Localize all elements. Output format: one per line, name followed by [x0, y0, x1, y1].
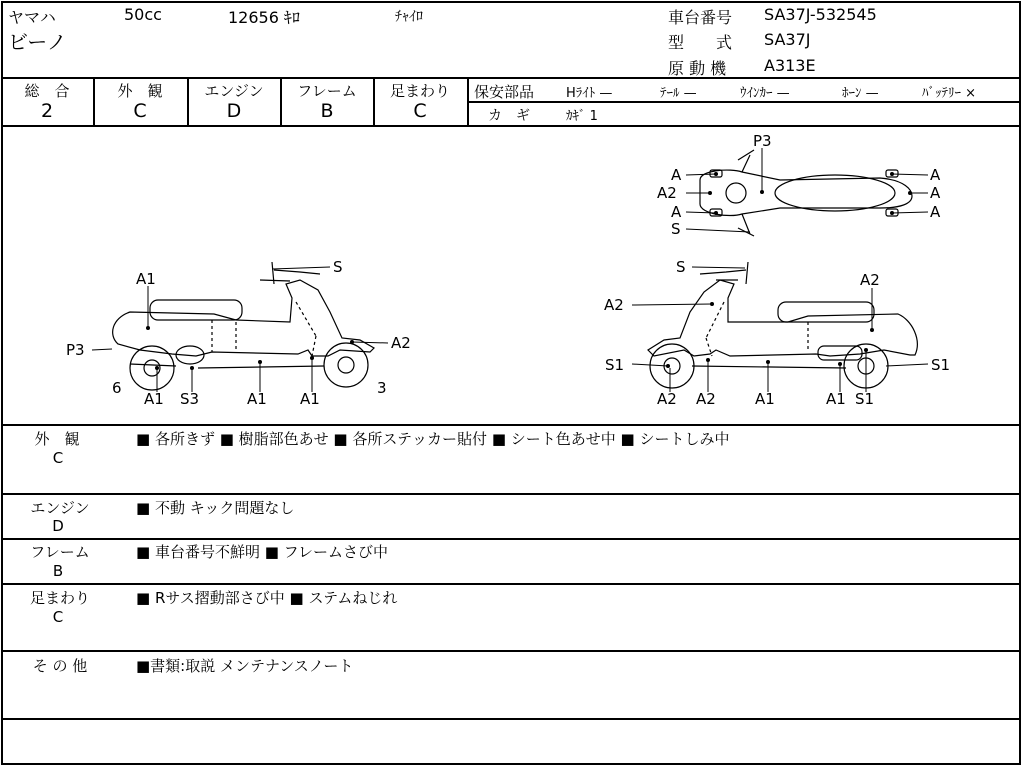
- label-three: 3: [377, 379, 387, 397]
- label-r-a1-rear: A1: [826, 390, 846, 408]
- label-top-p3: P3: [753, 132, 772, 150]
- model-type: SA37J: [764, 30, 811, 49]
- label-top-a-rmid: A: [930, 184, 941, 202]
- note-engine-label: エンジン: [30, 499, 90, 517]
- divider: [1, 493, 1021, 495]
- grade-suspension-label: 足まわり: [389, 82, 450, 100]
- label-top-a-rbot: A: [930, 203, 941, 221]
- divider: [1, 538, 1021, 540]
- safety-headlight: Hﾗｲﾄ —: [566, 86, 613, 101]
- note-exterior-grade: C: [52, 449, 64, 467]
- label-r-s1-rear: S1: [855, 390, 875, 408]
- label-r-s-mirror: S: [676, 258, 686, 276]
- note-exterior-text: ■ 各所きず ■ 樹脂部色あせ ■ 各所ステッカー貼付 ■ シート色あせ中 ■ シートしみ中: [136, 430, 730, 448]
- label-a1-seat: A1: [136, 270, 156, 288]
- key-value: ｶｷﾞ 1: [566, 109, 598, 124]
- label-r-a2-front: A2: [604, 296, 624, 314]
- note-frame-label: フレーム: [30, 543, 90, 561]
- grade-suspension-value: C: [413, 100, 427, 122]
- color: ﾁｬｲﾛ: [395, 9, 423, 25]
- key-label: カ ギ: [488, 108, 530, 124]
- note-exterior-label: 外 観: [34, 430, 80, 448]
- label-r-a2-wheel: A2: [657, 390, 677, 408]
- label-top-a-ltop: A: [671, 166, 682, 184]
- note-other-text: ■書類:取説 メンテナンスノート: [136, 657, 354, 675]
- label-r-a2-seat: A2: [860, 271, 880, 289]
- engine-code: A313E: [764, 56, 816, 75]
- frame-no-label: 車台番号: [668, 8, 733, 27]
- label-p3-rear: P3: [66, 341, 85, 359]
- label-s-mirror: S: [333, 258, 343, 276]
- divider: [1, 718, 1021, 720]
- divider: [1, 424, 1021, 426]
- grade-exterior-label: 外 観: [117, 82, 163, 100]
- label-r-a1-mid: A1: [755, 390, 775, 408]
- label-a1-front: A1: [300, 390, 320, 408]
- safety-horn: ﾎｰﾝ —: [842, 86, 879, 101]
- note-engine-grade: D: [52, 517, 64, 535]
- label-top-s-bottom: S: [671, 220, 681, 238]
- note-engine-text: ■ 不動 キック問題なし: [136, 499, 295, 517]
- grade-frame-value: B: [320, 100, 334, 122]
- divider: [1, 650, 1021, 652]
- note-other-label: そ の 他: [32, 657, 88, 675]
- maker: ヤマハ: [8, 8, 56, 27]
- grade-frame-label: フレーム: [297, 82, 357, 100]
- note-suspension-grade: C: [52, 608, 64, 626]
- safety-battery: ﾊﾞｯﾃﾘｰ ×: [922, 86, 977, 101]
- label-s3: S3: [180, 390, 200, 408]
- grade-engine-label: エンジン: [204, 82, 264, 100]
- note-frame-grade: B: [52, 562, 64, 580]
- label-top-a2-left: A2: [657, 184, 677, 202]
- label-r-a2-floor: A2: [696, 390, 716, 408]
- note-suspension-label: 足まわり: [29, 589, 90, 607]
- grade-exterior-value: C: [133, 100, 147, 122]
- grade-overall-value: 2: [40, 100, 54, 122]
- safety-taillight: ﾃｰﾙ —: [660, 86, 697, 101]
- note-frame-text: ■ 車台番号不鮮明 ■ フレームさび中: [136, 543, 389, 561]
- label-a1-wheel: A1: [144, 390, 164, 408]
- grade-engine-value: D: [226, 100, 242, 122]
- scooter-top-view: [700, 150, 912, 236]
- mileage: 12656 ｷﾛ: [228, 8, 300, 27]
- label-six: 6: [112, 379, 122, 397]
- label-top-a-rtop: A: [930, 166, 941, 184]
- safety-winker: ｳｲﾝｶｰ —: [740, 86, 790, 101]
- frame-no: SA37J-532545: [764, 5, 877, 24]
- label-top-a-lbot: A: [671, 203, 682, 221]
- label-r-s1-left: S1: [605, 356, 625, 374]
- label-a2-fender: A2: [391, 334, 411, 352]
- divider: [1, 583, 1021, 585]
- grade-overall-label: 総 合: [24, 82, 70, 100]
- note-suspension-text: ■ Rサス摺動部さび中 ■ ステムねじれ: [136, 589, 398, 607]
- engine-label: 原 動 機: [668, 59, 727, 78]
- safety-title: 保安部品: [474, 83, 535, 101]
- label-a1-floor: A1: [247, 390, 267, 408]
- model-type-label: 型 式: [668, 33, 733, 52]
- model-name: ビーノ: [8, 30, 67, 54]
- displacement: 50cc: [124, 5, 162, 24]
- label-r-s1-right: S1: [931, 356, 951, 374]
